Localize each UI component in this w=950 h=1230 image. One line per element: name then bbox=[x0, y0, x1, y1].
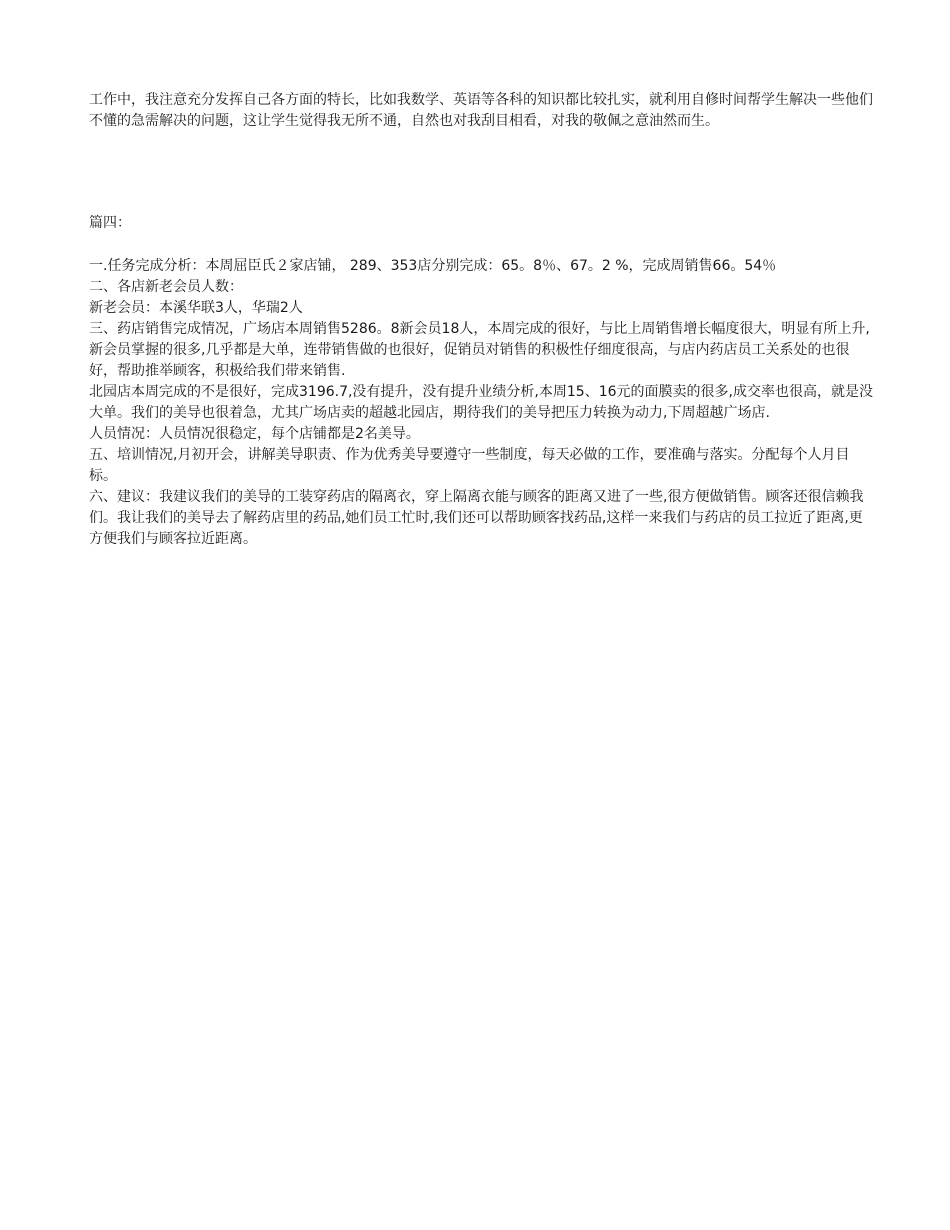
paragraph-member-count: 新老会员：本溪华联3人，华瑞2人 bbox=[89, 300, 303, 316]
paragraph-beiyuan-store: 北园店本周完成的不是很好，完成3196.7,没有提升，没有提升业绩分析,本周15、16元的面膜卖的很多,成交率也很高，就是没大单。我们的美导也很着急，尤其广场店卖的超越北园店，期待我们的美导把压力转换为动力,下周超越广场店. bbox=[89, 384, 873, 421]
paragraph-task-analysis: 一.任务完成分析：本周屈臣氏２家店铺， 289、353店分别完成：65。8％、67。2 %，完成周销售66。54％ bbox=[89, 258, 777, 274]
paragraph-training: 五、培训情况,月初开会，讲解美导职责、作为优秀美导要遵守一些制度，每天必做的工作，要准确与落实。分配每个人月目标。 bbox=[89, 447, 850, 484]
section-title: 篇四： bbox=[89, 215, 131, 231]
paragraph-suggestions: 六、建议：我建议我们的美导的工装穿药店的隔离衣，穿上隔离衣能与顾客的距离又进了一些,很方便做销售。顾客还很信赖我们。我让我们的美导去了解药店里的药品,她们员工忙时,我们还可以帮助顾客找药品,这样一来我们与药店的员工拉近了距离,更方便我们与顾客拉近距离。 bbox=[89, 489, 864, 547]
intro-paragraph: 工作中，我注意充分发挥自己各方面的特长，比如我数学、英语等各科的知识都比较扎实，就利用自修时间帮学生解决一些他们不懂的急需解决的问题，这让学生觉得我无所不通，自然也对我刮目相看，对我的敬佩之意油然而生。 bbox=[89, 92, 873, 129]
paragraph-pharmacy-sales: 三、药店销售完成情况，广场店本周销售5286。8新会员18人，本周完成的很好，与比上周销售增长幅度很大，明显有所上升,新会员掌握的很多,几乎都是大单，连带销售做的也很好，促销员对销售的积极性仔细度很高，与店内药店员工关系处的也很好，帮助推举顾客，积极给我们带来销售. bbox=[89, 321, 870, 379]
paragraph-member-count-heading: 二、各店新老会员人数： bbox=[89, 279, 243, 295]
section-heading bbox=[89, 213, 874, 234]
paragraph-staff: 人员情况：人员情况很稳定，每个店铺都是2名美导。 bbox=[89, 426, 420, 442]
intro-section bbox=[89, 90, 874, 132]
section-body bbox=[89, 256, 874, 550]
